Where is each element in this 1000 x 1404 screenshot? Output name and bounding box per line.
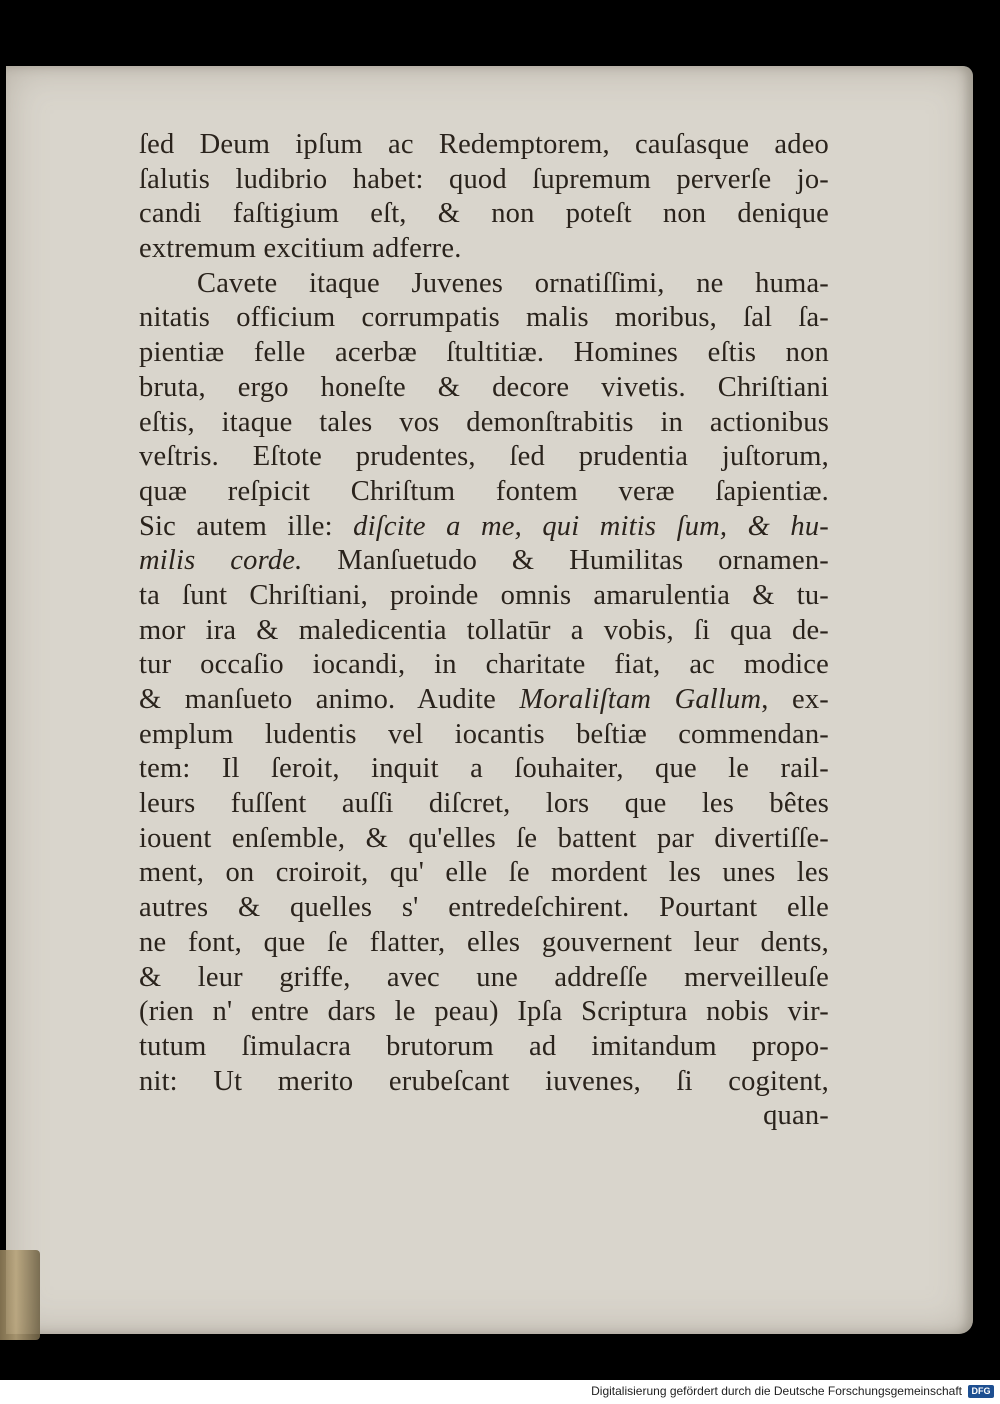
text-line: autres & quelles s' entredeſchirent. Pourtant elle — [139, 892, 829, 924]
text-line: ſed Deum ipſum ac Redemptorem, cauſasque adeo — [139, 129, 829, 160]
text-line: (rien n' entre dars le peau) Ipſa Scriptura nobis vir- — [139, 996, 829, 1028]
catchword: quan- — [763, 1100, 829, 1132]
text-line: tem: Il ſeroit, inquit a ſouhaiter, que le rail- — [139, 753, 829, 785]
text-line: tutum ſimulacra brutorum ad imitandum propo- — [139, 1030, 829, 1062]
italic-quote: milis corde. — [139, 545, 303, 577]
italic-name: Moraliſtam Gallum — [519, 684, 762, 715]
page-text — [139, 128, 829, 1134]
text-line: extremum excitium adferre. — [139, 233, 462, 265]
text-line: & leur griffe, avec une addreſſe merveilleuſe — [139, 961, 829, 993]
italic-quote: diſcite a me, qui mitis ſum, & hu- — [353, 510, 829, 542]
text-line — [139, 683, 829, 718]
text-segment: Sic autem ille: — [139, 510, 354, 542]
text-line: nit: Ut merito erubeſcant iuvenes, ſi cogitent, — [139, 1065, 829, 1097]
text-line: Cavete itaque Juvenes ornatiſſimi, ne huma- — [197, 267, 829, 299]
text-segment: , ex- — [761, 684, 829, 715]
text-line: bruta, ergo honeſte & decore vivetis. Chriſtiani — [139, 371, 829, 403]
book-binding-edge — [0, 1250, 40, 1340]
text-line: mor ira & maledicentia tollatūr a vobis, ſi qua de- — [139, 614, 829, 646]
text-line: eſtis, itaque tales vos demonſtrabitis in actionibus — [139, 406, 829, 438]
text-line: ment, on croiroit, qu' elle ſe mordent les unes les — [139, 857, 829, 889]
text-segment: & manſueto animo. Audite — [139, 684, 520, 715]
text-line: quæ reſpicit Chriſtum fontem veræ ſapientiæ. — [139, 475, 829, 507]
text-line: ſalutis ludibrio habet: quod ſupremum perverſe jo- — [139, 163, 829, 195]
text-line: candi faſtigium eſt, & non poteſt non denique — [139, 198, 829, 230]
text-line: emplum ludentis vel iocantis beſtiæ commendan- — [139, 718, 829, 750]
text-line: nitatis officium corrumpatis malis moribus, ſal ſa- — [139, 302, 829, 334]
text-line: veſtris. Eſtote prudentes, ſed prudentia juſtorum, — [139, 441, 829, 473]
funding-credit: Digitalisierung gefördert durch die Deutsche Forschungsgemeinschaft — [591, 1384, 962, 1398]
text-line: tur occaſio iocandi, in charitate fiat, ac modice — [139, 649, 829, 681]
text-line — [139, 510, 829, 545]
dfg-logo: DFG — [968, 1385, 994, 1398]
text-line: leurs fuſſent auſſi diſcret, lors que les bêtes — [139, 788, 829, 820]
text-segment: Manſuetudo & Humilitas ornamen- — [302, 545, 829, 577]
text-line: pientiæ felle acerbæ ſtultitiæ. Homines eſtis non — [139, 337, 829, 369]
text-line: iouent enſemble, & qu'elles ſe battent par divertiſſe- — [139, 822, 829, 854]
text-line — [139, 544, 829, 579]
footer-bar — [0, 1380, 1000, 1404]
text-line: ne font, que ſe flatter, elles gouvernent leur dents, — [139, 926, 829, 958]
text-line: ta ſunt Chriſtiani, proinde omnis amarulentia & tu- — [139, 579, 829, 611]
